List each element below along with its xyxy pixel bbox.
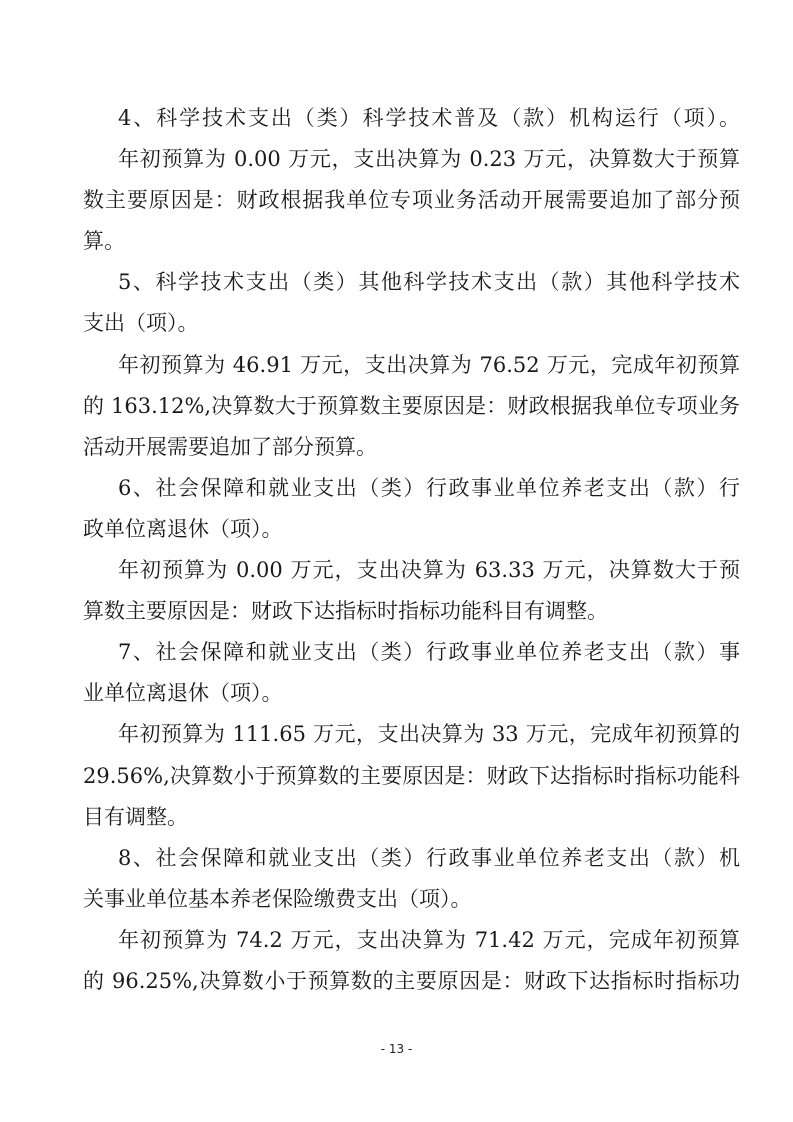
text-line: 年初预算为 111.65 万元，支出决算为 33 万元，完成年初预算的 bbox=[118, 722, 740, 747]
paragraph bbox=[83, 926, 740, 1008]
text-line: 29.56%,决算数小于预算数的主要原因是：财政下达指标时指标功能科 bbox=[83, 763, 740, 788]
text-line: 关事业单位基本养老保险缴费支出（项）。 bbox=[83, 886, 472, 911]
document-body bbox=[83, 104, 740, 1008]
paragraph bbox=[83, 474, 740, 556]
text-line: 7、社会保障和就业支出（类）行政事业单位养老支出（款）事 bbox=[118, 640, 740, 665]
paragraph bbox=[83, 268, 740, 350]
text-line: 4、科学技术支出（类）科学技术普及（款）机构运行（项）。 bbox=[118, 106, 740, 130]
text-line: 政单位离退休（项）。 bbox=[83, 516, 283, 541]
text-line: 的 96.25%,决算数小于预算数的主要原因是：财政下达指标时指标功 bbox=[83, 968, 740, 993]
page-number: - 13 - bbox=[380, 1042, 413, 1056]
paragraph bbox=[83, 844, 740, 926]
text-line: 年初预算为 0.00 万元，支出决算为 0.23 万元，决算数大于预算 bbox=[118, 147, 740, 172]
text-line: 年初预算为 74.2 万元，支出决算为 71.42 万元，完成年初预算 bbox=[118, 927, 740, 952]
text-line: 算。 bbox=[83, 229, 125, 254]
paragraph bbox=[83, 145, 740, 268]
text-line: 目有调整。 bbox=[83, 804, 188, 829]
text-line: 数主要原因是：财政根据我单位专项业务活动开展需要追加了部分预 bbox=[83, 188, 740, 213]
text-line: 的 163.12%,决算数大于预算数主要原因是：财政根据我单位专项业务 bbox=[83, 393, 740, 418]
text-line: 8、社会保障和就业支出（类）行政事业单位养老支出（款）机 bbox=[118, 845, 740, 870]
text-line: 支出（项）。 bbox=[83, 311, 199, 336]
text-line: 活动开展需要追加了部分预算。 bbox=[83, 434, 377, 459]
text-line: 算数主要原因是：财政下达指标时指标功能科目有调整。 bbox=[83, 599, 608, 624]
paragraph bbox=[83, 638, 740, 720]
paragraph bbox=[83, 556, 740, 638]
paragraph bbox=[83, 104, 740, 145]
paragraph bbox=[83, 720, 740, 843]
text-line: 年初预算为 46.91 万元，支出决算为 76.52 万元，完成年初预算 bbox=[118, 352, 740, 377]
text-line: 年初预算为 0.00 万元，支出决算为 63.33 万元，决算数大于预 bbox=[118, 558, 740, 583]
paragraph bbox=[83, 351, 740, 474]
text-line: 业单位离退休（项）。 bbox=[83, 681, 283, 706]
text-line: 6、社会保障和就业支出（类）行政事业单位养老支出（款）行 bbox=[118, 475, 740, 500]
text-line: 5、科学技术支出（类）其他科学技术支出（款）其他科学技术 bbox=[118, 270, 740, 295]
